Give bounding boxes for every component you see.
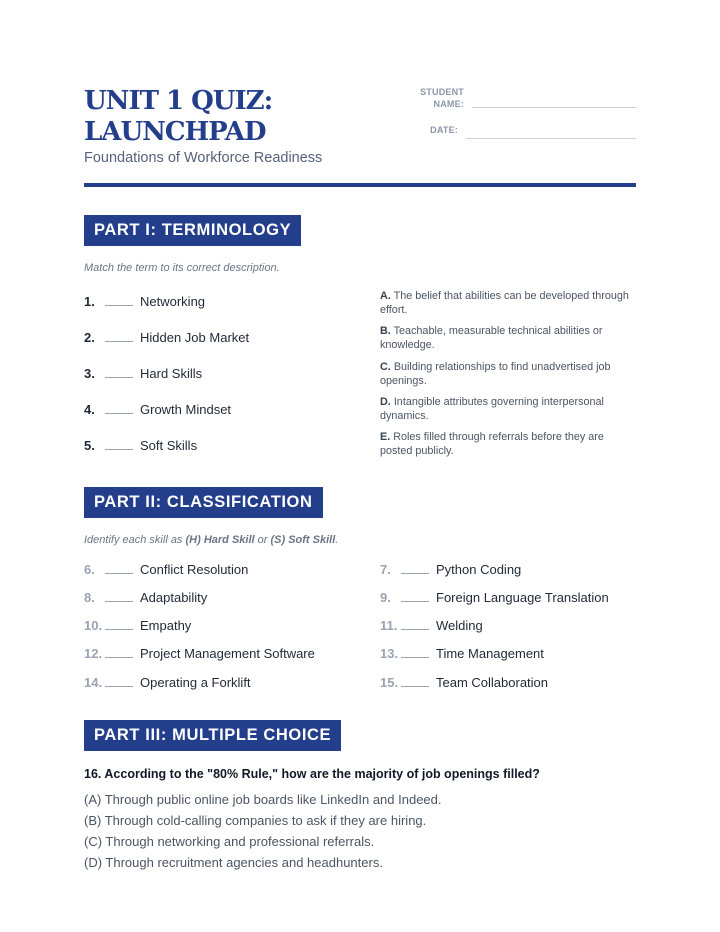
- date-label: DATE:: [430, 125, 458, 135]
- term-item: [84, 402, 231, 417]
- item-number: 7.: [380, 562, 391, 577]
- skill-text: Project Management Software: [140, 646, 315, 661]
- part3-header: PART III: MULTIPLE CHOICE: [84, 720, 341, 751]
- student-name-label-line1: STUDENT: [420, 87, 464, 97]
- answer-option-b[interactable]: (B) Through cold-calling companies to ask if they are hiring.: [84, 813, 427, 828]
- part2-header: PART II: CLASSIFICATION: [84, 487, 323, 518]
- answer-blank[interactable]: [105, 686, 133, 687]
- answer-option-a[interactable]: (A) Through public online job boards like LinkedIn and Indeed.: [84, 792, 442, 807]
- term-item: [84, 438, 197, 453]
- skill-text: Conflict Resolution: [140, 562, 249, 577]
- answer-blank[interactable]: [401, 657, 429, 658]
- answer-blank[interactable]: [401, 601, 429, 602]
- part2-instructions: [84, 534, 338, 546]
- definition-letter: D.: [380, 396, 391, 408]
- definition-letter: A.: [380, 290, 391, 302]
- classification-item: [84, 590, 207, 605]
- term-text: Growth Mindset: [140, 402, 232, 417]
- classification-item: [380, 562, 521, 577]
- part1-instructions: Match the term to its correct description.: [84, 262, 280, 274]
- definition-item: [380, 395, 636, 423]
- answer-blank[interactable]: [105, 657, 133, 658]
- part2-instr-soft: (S) Soft Skill: [270, 534, 336, 546]
- term-text: Hard Skills: [140, 366, 203, 381]
- student-name-field[interactable]: [472, 107, 636, 108]
- answer-blank[interactable]: [401, 686, 429, 687]
- answer-blank[interactable]: [401, 573, 429, 574]
- answer-blank[interactable]: [105, 377, 133, 378]
- term-text: Soft Skills: [140, 438, 198, 453]
- answer-option-c[interactable]: (C) Through networking and professional referrals.: [84, 834, 375, 849]
- skill-text: Foreign Language Translation: [436, 590, 609, 605]
- term-item: [84, 366, 202, 381]
- date-field[interactable]: [466, 138, 636, 139]
- item-number: 9.: [380, 590, 391, 605]
- item-number: 11.: [380, 618, 398, 633]
- definition-item: [380, 324, 636, 352]
- term-text: Networking: [140, 294, 206, 309]
- part2-instr-hard: (H) Hard Skill: [185, 534, 255, 546]
- header-divider: [84, 183, 636, 187]
- classification-item: [84, 646, 315, 661]
- skill-text: Team Collaboration: [436, 675, 549, 690]
- term-item: [84, 294, 205, 309]
- definition-item: [380, 360, 636, 388]
- classification-item: [380, 618, 483, 633]
- item-number: 10.: [84, 618, 103, 633]
- quiz-title: [84, 86, 272, 148]
- quiz-title-line1: UNIT 1 QUIZ:: [84, 86, 273, 116]
- skill-text: Time Management: [436, 646, 544, 661]
- term-number: 2.: [84, 330, 95, 345]
- classification-item: [84, 618, 191, 633]
- item-number: 6.: [84, 562, 95, 577]
- answer-blank[interactable]: [105, 629, 133, 630]
- term-number: 3.: [84, 366, 95, 381]
- skill-text: Python Coding: [436, 562, 522, 577]
- classification-item: [84, 562, 248, 577]
- answer-option-d[interactable]: (D) Through recruitment agencies and headhunters.: [84, 855, 383, 870]
- definition-letter: C.: [380, 361, 391, 373]
- definition-item: [380, 430, 636, 458]
- definition-item: [380, 289, 636, 317]
- term-number: 4.: [84, 402, 95, 417]
- term-item: [84, 330, 249, 345]
- student-name-label-line2: NAME:: [433, 99, 464, 109]
- classification-item: [380, 646, 544, 661]
- term-text: Hidden Job Market: [140, 330, 250, 345]
- term-number: 1.: [84, 294, 95, 309]
- student-name-label: [400, 86, 464, 110]
- part2-instr-or: or: [254, 534, 271, 546]
- answer-blank[interactable]: [105, 341, 133, 342]
- item-number: 15.: [380, 675, 399, 690]
- part1-header: PART I: TERMINOLOGY: [84, 215, 301, 246]
- quiz-subtitle: Foundations of Workforce Readiness: [84, 150, 323, 166]
- question-16: 16. According to the "80% Rule," how are the majority of job openings filled?: [84, 767, 540, 781]
- answer-blank[interactable]: [105, 601, 133, 602]
- definition-text: The belief that abilities can be developed through effort.: [380, 290, 629, 316]
- definition-text: Building relationships to find unadvertised job openings.: [380, 361, 611, 387]
- classification-item: [84, 675, 251, 690]
- skill-text: Adaptability: [140, 590, 208, 605]
- item-number: 12.: [84, 646, 103, 661]
- definition-text: Teachable, measurable technical abilities or knowledge.: [380, 325, 603, 351]
- definition-text: Intangible attributes governing interpersonal dynamics.: [380, 396, 604, 422]
- item-number: 13.: [380, 646, 399, 661]
- classification-item: [380, 590, 609, 605]
- term-number: 5.: [84, 438, 95, 453]
- skill-text: Operating a Forklift: [140, 675, 251, 690]
- skill-text: Welding: [436, 618, 483, 633]
- answer-blank[interactable]: [105, 449, 133, 450]
- answer-blank[interactable]: [105, 573, 133, 574]
- classification-item: [380, 675, 548, 690]
- answer-blank[interactable]: [105, 413, 133, 414]
- skill-text: Empathy: [140, 618, 192, 633]
- part2-instr-prefix: Identify each skill as: [84, 534, 186, 546]
- item-number: 14.: [84, 675, 103, 690]
- answer-blank[interactable]: [401, 629, 429, 630]
- part2-instr-end: .: [335, 534, 339, 546]
- definition-text: Roles filled through referrals before they are posted publicly.: [380, 431, 604, 457]
- item-number: 8.: [84, 590, 95, 605]
- definition-letter: E.: [380, 431, 391, 443]
- quiz-title-line2: LAUNCHPAD: [84, 117, 266, 147]
- definition-letter: B.: [380, 325, 391, 337]
- answer-blank[interactable]: [105, 305, 133, 306]
